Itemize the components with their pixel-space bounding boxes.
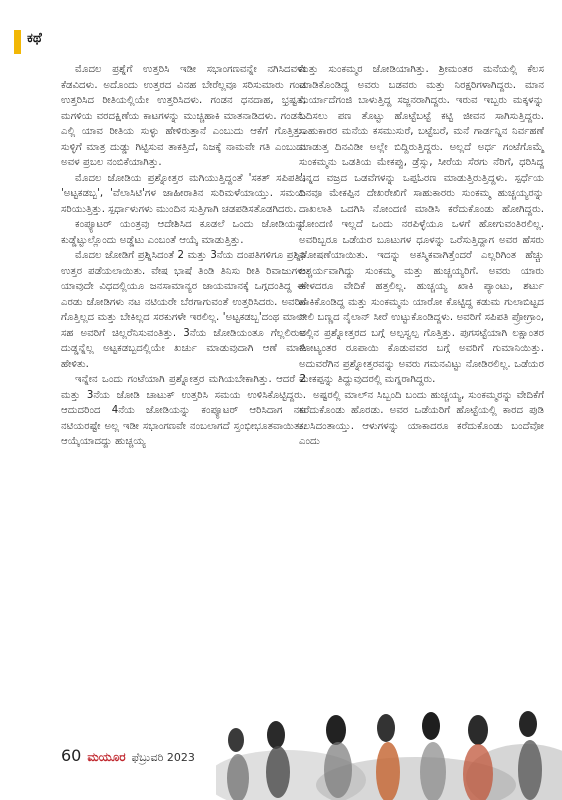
issue-date: ಫೆಬ್ರುವರಿ 2023 [131, 751, 195, 764]
section-title: ಕಥೆ [27, 31, 42, 46]
paragraph: ಇನ್ನೇನ ಒಂದು ಗಂಟೆಯಾಗಿ ಪ್ರಶ್ನೋತ್ತರ ಮಗಿಯಬೇಕಾಗಿತ್ತು. ಆದರೆ 2 ಮತ್ತು 3ನೆಯ ಜೋಡಿ ಚಾಟುಕ್ ಉತ್ತರಿಸಿ ಸಮಯ ಉಳಿಸಿಕೊಟ್ಟಿದ್ದರು. ಆದುದರಿಂದ 4ನೆಯ ಜೋಡಿಯನ್ನು ಕಂಪ್ಯೂಟರ್ ಆರಿಸಿದಾಗ ನಟ ನಟಿಯರಷ್ಟೇ ಅಲ್ಲ ಇಡೀ ಸಭಾಂಗಣವೇ ನಂಬಲಾಗದೆ ಸ್ತಂಭೀಭೂತವಾಯಿತು. ಆಯ್ಕೆಯಾದದ್ದು ಹುಚ್ಚಯ್ಯ [61, 374, 306, 447]
magazine-logo: ಮಯೂರ [87, 750, 126, 764]
section-accent-bar [14, 30, 21, 54]
paragraph: ಕಂಪ್ಯೂಟರ್ ಯಂತ್ರವು ಆದೇಶಿಸಿದ ಕೂಡಲೆ ಒಂದು ಜೋಡಿಯನ್ನು ಕುಡ್ಡೆಟ್ಟುಲ್ಲೊಂದು ಅಡ್ಡೆಟು ಎಂಬಂತೆ ಆಯ್ಕೆ ಮಾಡುತ್ತಿತ್ತು. [61, 219, 306, 246]
paragraph: ಮೊದಲ ಜೋಡಿಗೆ ಪ್ರಶ್ನಿಸಿದಂತೆ 2 ಮತ್ತು 3ನೆಯ ದಂಪತಿಗಳಿಗೂ ಪ್ರಶ್ನಿಸಿ ಉತ್ತರ ಪಡೆಯಲಾಯಿತು. ವೇಷ ಭಾಷೆ ತಿಂಡಿ ತಿನಿಸು ರೀತಿ ರಿವಾಜುಗಳು ಯಾವುದೇ ವಿಧದಲ್ಲಿಯೂ ಜನಸಾಮಾನ್ಯರ ಜಾಯಮಾನಕ್ಕೆ ಒಗ್ಗದಂತಿದ್ದ ಈ ಎರಡು ಜೋಡಿಗಳು ನಟ ನಟಿಯರೇ ಬೆರಗಾಗುವಂತೆ ಉತ್ತರಿಸಿದರು. ಅವರಿಗೆ ಗೊತ್ತಿಲ್ಲದ ಮತ್ತು ಬೇಕಿಲ್ಲದ ಸರಕುಗಳೇ ಇರಲಿಲ್ಲ. 'ಅಟ್ಟಕಡಬ್ಬ'ದಂಥ ಮಾಲ್ ಸಹ ಅವರಿಗೆ ಚಿಲ್ಲರೆನಿಸುವಂತಿತ್ತು. 3ನೆಯ ಜೋಡಿಯಂತೂ ಗೆಲ್ಲಲಿರುವ ದುಡ್ಡನ್ನೆಲ್ಲ ಅಟ್ಟಕಡಬ್ಬದಲ್ಲಿಯೇ ಖರ್ಚು ಮಾಡುವುದಾಗಿ ಆಣೆ ಮಾಡಿ ಹೇಳಿತು. [61, 250, 306, 370]
paragraph: ಮೊದಲ ಪ್ರಶ್ನೆಗೆ ಉತ್ತರಿಸಿ ಇಡೀ ಸಭಾಂಗಣವನ್ನೇ ನಗಿಸಿದವಳೇ ಕೆಡವಿದಳು. ಅದೊಂದು ಉತ್ತರದ ವಿನಹ ಬೇರೆಲ್ಲವೂ ಸರಿಸುಮಾರು ಗಂಡ ಉತ್ತರಿಸಿದ ರೀತಿಯಲ್ಲಿಯೇ ಉತ್ತರಿಸಿದಳು. ಗಂಡನ ಧನದಾಹ, ಭ್ರಷ್ಟತೆ, ಮಗಳಿಯ ವರದಕ್ಷಿಣೆಯ ಕಾಟಗಳನ್ನು ಮುಚ್ಚಿಹಾಕಿ ಮಾತನಾಡಿದಳು. ಗಂಡನು ಎಲ್ಲಿ ಯಾವ ರೀತಿಯ ಸುಳ್ಳು ಹೇಳಿರುತ್ತಾನೆ ಎಂಬುದು ಆಕೆಗೆ ಗೊತ್ತಿತ್ತು. ಸುಳ್ಳಿಗೆ ಮಾತ್ರ ದುಡ್ಡು ಗಿಟ್ಟಿಸುವ ತಾಕತ್ತಿದೆ, ನಿಜಕ್ಕೆ ನಾಮವೇ ಗತಿ ಎಂಬುದು ಅವಳ ಪ್ರಬಲ ನಂಬಿಕೆಯಾಗಿತ್ತು. [61, 64, 306, 168]
paragraph: ಅಷ್ಟರಲ್ಲಿ ಮಾಲ್‌ನ ಸಿಬ್ಬಂದಿ ಬಂದು ಹುಚ್ಚಯ್ಯ, ಸುಂಕಮ್ಮರನ್ನು ವೇದಿಕೆಗೆ ಕರೆದುಕೊಂಡು ಹೊರಡು. ಅವರ ಒಡೆಯರಿಗೆ ಹೊಟ್ಟೆಯಲ್ಲಿ ಕಾರದ ಪುಡಿ ಕಲಸಿದಂತಾಯ್ತು. ಆಳುಗಳನ್ನು ಯಾಕಾದರೂ ಕರೆದುಕೊಂಡು ಬಂದೆವೋ ಎಂದು [299, 389, 544, 447]
right-column [299, 62, 544, 450]
paragraph: ಮತ್ತು ಸುಂಕಮ್ಮರ ಜೋಡಿಯಾಗಿತ್ತು. ಶ್ರೀಮಂತರ ಮನೆಯಲ್ಲಿ ಕೆಲಸ ಮಾಡಿಕೊಂಡಿದ್ದ ಅವರು ಬಡವರು ಮತ್ತು ನಿರಕ್ಷರಿಗಳಾಗಿದ್ದರು. ಮಾನ ಮರ್ಯಾದೆಗಂಜಿ ಬಾಳುತ್ತಿದ್ದ ಸಜ್ಜನರಾಗಿದ್ದರು. ಇರುವ ಇಬ್ಬರು ಮಕ್ಕಳನ್ನು ಓದಿಸಲು ಪಣ ತೊಟ್ಟು ಹೊಟ್ಟೆಬಟ್ಟೆ ಕಟ್ಟಿ ಜೀವನ ಸಾಗಿಸುತ್ತಿದ್ದರು. ಸಾಹುಕಾರರ ಮನೆಯ ಕಸಮುಸುರೆ, ಬಟ್ಟೆಬರೆ, ಮನೆ ಗಾರ್ಡನ್ನಿನ ನಿರ್ವಹಣೆ ಮಾಡುತ್ತ ದಿನವಿಡೀ ಅಲ್ಲೇ ಬಿದ್ದಿರುತ್ತಿದ್ದರು. ಅಲ್ಲದೆ ಅರ್ಧ ಗಂಟೆಗೊಮ್ಮೆ ಸುಂಕಮ್ಮನು ಒಡತಿಯ ಮೇಕಪ್ಪು, ಡ್ರೆಸ್ಸು, ಸೀರೆಯ ಸೆರಗು ನೆರಿಗೆ, ಧರಿಸಿದ್ದ ಚಿನ್ನದ ವಜ್ರದ ಒಡವೆಗಳನ್ನು ಒಪ್ಪಓರಣ ಮಾಡುತ್ತಿರುತ್ತಿದ್ದಳು. ಸ್ಪರ್ಧೆಯ ದಿನವೂ ಮೇಕಪ್ಪಿನ ದೇಖರೇಖಿಗೆ ಸಾಹುಕಾರರು ಸುಂಕಮ್ಮ ಹುಚ್ಚಯ್ಯರನ್ನು ದಾಖಲಾತಿ ಒದಗಿಸಿ ನೋಂದಣಿ ಮಾಡಿಸಿ ಕರೆದುಕೊಂಡು ಹೋಗಿದ್ದರು. ನೋಂದಣಿ ಇಲ್ಲದೆ ಒಂದು ನರಪಿಳ್ಳೆಯೂ ಒಳಗೆ ಹೋಗುವಂತಿರಲಿಲ್ಲ. ಅವರಿಬ್ಬರೂ ಒಡೆಯರ ಬೂಟುಗಳ ಧೂಳನ್ನು ಒರೆಸುತ್ತಿದ್ದಾಗ ಅವರ ಹೆಸರು ಘೋಷಣೆಯಾಯಿತು. ಇದನ್ನು ಅಕಸ್ಮಿಕವಾಗಿತ್ತೆಂದರೆ ಎಲ್ಲರಿಗಿಂತ ಹೆಚ್ಚು ಆಶ್ಚರ್ಯವಾಗಿದ್ದು ಸುಂಕಮ್ಮ ಮತ್ತು ಹುಚ್ಚಯ್ಯರಿಗೆ. ಅವರು ಯಾರು ಹೇಳದರೂ ವೇದಿಕೆ ಹತ್ತಲಿಲ್ಲ. ಹುಚ್ಚಯ್ಯ ಖಾಕಿ ಪ್ಯಾಂಟು, ಶರ್ಟು ಹಾಕಿಕೊಂಡಿದ್ದ ಮತ್ತು ಸುಂಕಮ್ಮನು ಯಾರೋ ಕೊಟ್ಟಿದ್ದ ಕಡುಮ ಗುಲಾಬಿಟ್ಟದ ನೀಲಿ ಬಣ್ಣದ ನೈಲಾನ್ ಸೀರೆ ಉಟ್ಟುಕೊಂಡಿದ್ದಳು. ಅವರಿಗೆ ಸಪಿಪತಿ ಪ್ರೋಗ್ರಾಂ, ಅಲ್ಲಿನ ಪ್ರಶ್ನೋತ್ತರದ ಬಗ್ಗೆ ಅಲ್ಪಸ್ವಲ್ಪ ಗೊತ್ತಿತ್ತು. ಪುಗಸಟ್ಟೆಯಾಗಿ ಲಕ್ಷಾಂತರ ಕೋಟ್ಯಂತರ ರೂಪಾಯಿ ಕೊಡುವವರ ಬಗ್ಗೆ ಅವರಿಗೆ ಗುಮಾನಿಯಿತ್ತು. ಅದುವರೆಗಿನ ಪ್ರಶ್ನೋತ್ತರವನ್ನು ಅವರು ಗಮನವಿಟ್ಟು ನೋಡಿರಲಿಲ್ಲ. ಒಡೆಯರ ಮೇಕಪ್ಪನ್ನು ತಿದ್ದುವುದರಲ್ಲಿ ಮಗ್ನರಾಗಿದ್ದರು. [299, 64, 544, 385]
left-column [61, 62, 306, 450]
page-footer [61, 746, 195, 765]
paragraph: ಮೊದಲ ಜೋಡಿಯ ಪ್ರಶ್ನೋತ್ತರ ಮಗಿಯುತ್ತಿದ್ದಂತೆ 'ಸಕತ್ ಸಪಿಪತಿ', 'ಅಟ್ಟಕಡಬ್ಬ', 'ವೆಲಾಸಿಟಿ'ಗಳ ಜಾಹೀರಾತಿನ ಸುರಿಮಳೆಯಾಯ್ತು. ಸಮಯ ಸರಿಯುತ್ತಿತ್ತು. ಸ್ಪರ್ಧಾಳುಗಳು ಮುಂದಿನ ಸುತ್ತಿಗಾಗಿ ಚಡಪಡಿಸತೊಡಗಿದರು. [61, 172, 306, 215]
story-illustration [216, 700, 562, 800]
page-number: 60 [61, 746, 82, 765]
